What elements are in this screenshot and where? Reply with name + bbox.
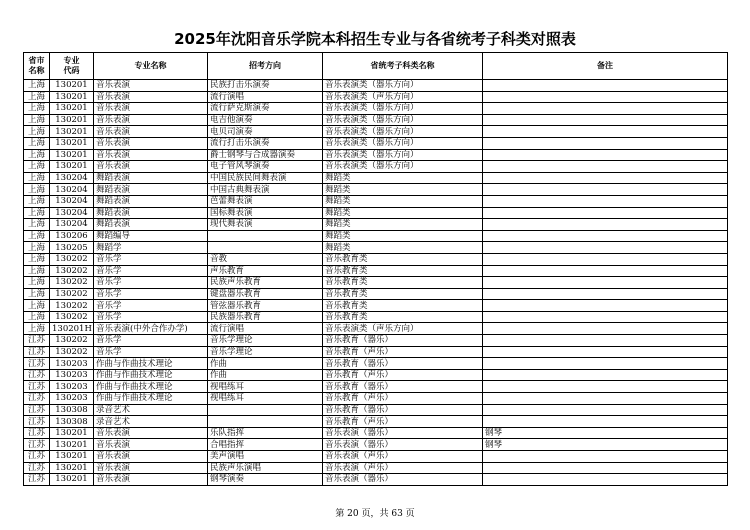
header-category: [323, 53, 483, 80]
cell-province: 江苏: [24, 462, 50, 474]
cell-category: 音乐表演（器乐）: [323, 474, 483, 486]
header-label: 备注: [597, 61, 613, 70]
cell-category: 音乐教育类: [323, 311, 483, 323]
table-row: [24, 393, 728, 405]
cell-direction: 电吉他演奏: [208, 114, 323, 126]
table-row: [24, 265, 728, 277]
cell-province: 江苏: [24, 346, 50, 358]
table-header-row: [24, 53, 728, 80]
cell-category: 音乐教育类: [323, 265, 483, 277]
cell-province: 江苏: [24, 381, 50, 393]
cell-major: 舞蹈编导: [94, 230, 208, 242]
cell-code: 130201: [50, 439, 94, 451]
cell-note: [483, 207, 728, 219]
cell-direction: 民族声乐演唱: [208, 462, 323, 474]
table-row: [24, 230, 728, 242]
cell-code: 130202: [50, 265, 94, 277]
cell-category: 音乐表演类（声乐方向）: [323, 323, 483, 335]
cell-province: 上海: [24, 161, 50, 173]
cell-major: 音乐表演: [94, 126, 208, 138]
cell-direction: 作曲: [208, 358, 323, 370]
mapping-table: [23, 52, 728, 486]
cell-major: 作曲与作曲技术理论: [94, 381, 208, 393]
table-row: [24, 149, 728, 161]
cell-category: 音乐表演类（声乐方向）: [323, 91, 483, 103]
cell-code: 130203: [50, 381, 94, 393]
cell-note: [483, 277, 728, 289]
cell-major: 音乐表演(中外合作办学): [94, 323, 208, 335]
cell-code: 130205: [50, 242, 94, 254]
cell-direction: 乐队指挥: [208, 427, 323, 439]
cell-province: 上海: [24, 277, 50, 289]
cell-note: [483, 404, 728, 416]
cell-note: [483, 230, 728, 242]
table-row: [24, 80, 728, 92]
cell-major: 舞蹈表演: [94, 207, 208, 219]
cell-note: [483, 474, 728, 486]
cell-province: 上海: [24, 80, 50, 92]
cell-direction: 声乐教育: [208, 265, 323, 277]
table-row: [24, 462, 728, 474]
cell-note: [483, 103, 728, 115]
cell-code: 130308: [50, 416, 94, 428]
cell-province: 上海: [24, 288, 50, 300]
cell-province: 江苏: [24, 439, 50, 451]
cell-province: 江苏: [24, 451, 50, 463]
cell-code: 130202: [50, 346, 94, 358]
cell-category: 音乐教育（声乐）: [323, 346, 483, 358]
cell-code: 130203: [50, 369, 94, 381]
cell-major: 作曲与作曲技术理论: [94, 358, 208, 370]
table-row: [24, 91, 728, 103]
table-row: [24, 474, 728, 486]
cell-province: 上海: [24, 265, 50, 277]
cell-province: 上海: [24, 195, 50, 207]
table-row: [24, 172, 728, 184]
cell-direction: 中国古典舞表演: [208, 184, 323, 196]
cell-note: [483, 335, 728, 347]
table-row: [24, 404, 728, 416]
cell-category: 音乐教育（器乐）: [323, 358, 483, 370]
table-row: [24, 126, 728, 138]
cell-note: [483, 462, 728, 474]
header-label: 省统考子科类名称: [370, 61, 435, 70]
cell-major: 音乐表演: [94, 149, 208, 161]
cell-direction: [208, 230, 323, 242]
cell-direction: 现代舞表演: [208, 219, 323, 231]
table-row: [24, 184, 728, 196]
table-row: [24, 103, 728, 115]
table-row: [24, 219, 728, 231]
cell-major: 音乐表演: [94, 80, 208, 92]
cell-major: 录音艺术: [94, 404, 208, 416]
cell-direction: 爵士钢琴与合成器演奏: [208, 149, 323, 161]
cell-category: 音乐表演（器乐）: [323, 427, 483, 439]
cell-major: 作曲与作曲技术理论: [94, 393, 208, 405]
cell-province: 上海: [24, 172, 50, 184]
cell-direction: 民族打击乐演奏: [208, 80, 323, 92]
cell-note: [483, 126, 728, 138]
cell-direction: 音乐学理论: [208, 335, 323, 347]
cell-major: 音乐学: [94, 311, 208, 323]
cell-code: 130201: [50, 114, 94, 126]
cell-major: 音乐表演: [94, 439, 208, 451]
table-row: [24, 207, 728, 219]
cell-note: [483, 369, 728, 381]
cell-province: 上海: [24, 242, 50, 254]
cell-major: 音乐表演: [94, 103, 208, 115]
cell-direction: 音乐学理论: [208, 346, 323, 358]
cell-major: 音乐学: [94, 253, 208, 265]
cell-category: 音乐表演类（器乐方向）: [323, 149, 483, 161]
cell-major: 音乐表演: [94, 462, 208, 474]
cell-category: 音乐教育（器乐）: [323, 335, 483, 347]
cell-direction: 流行演唱: [208, 323, 323, 335]
cell-province: 江苏: [24, 427, 50, 439]
header-code: [50, 53, 94, 80]
cell-category: 音乐表演类（器乐方向）: [323, 80, 483, 92]
cell-note: [483, 195, 728, 207]
cell-category: 音乐教育类: [323, 300, 483, 312]
cell-code: 130203: [50, 358, 94, 370]
cell-note: [483, 149, 728, 161]
header-note: [483, 53, 728, 80]
cell-category: 音乐教育（声乐）: [323, 416, 483, 428]
cell-category: 舞蹈类: [323, 230, 483, 242]
cell-category: 音乐教育（器乐）: [323, 381, 483, 393]
cell-note: [483, 242, 728, 254]
cell-code: 130201: [50, 149, 94, 161]
page-footer: 第 20 页，共 63 页: [335, 509, 415, 519]
cell-direction: 流行演唱: [208, 91, 323, 103]
cell-note: [483, 114, 728, 126]
cell-code: 130204: [50, 207, 94, 219]
cell-direction: 合唱指挥: [208, 439, 323, 451]
cell-note: [483, 311, 728, 323]
cell-category: 音乐表演类（器乐方向）: [323, 126, 483, 138]
cell-direction: [208, 242, 323, 254]
cell-code: 130202: [50, 311, 94, 323]
cell-province: 上海: [24, 137, 50, 149]
table-row: [24, 323, 728, 335]
cell-code: 130204: [50, 184, 94, 196]
cell-code: 130201: [50, 103, 94, 115]
cell-category: 音乐表演类（器乐方向）: [323, 114, 483, 126]
cell-direction: [208, 416, 323, 428]
cell-major: 作曲与作曲技术理论: [94, 369, 208, 381]
table-row: [24, 114, 728, 126]
cell-category: 舞蹈类: [323, 207, 483, 219]
cell-major: 音乐表演: [94, 451, 208, 463]
cell-note: [483, 393, 728, 405]
cell-province: 上海: [24, 311, 50, 323]
cell-direction: 电贝司演奏: [208, 126, 323, 138]
cell-major: 音乐表演: [94, 114, 208, 126]
cell-direction: 电子管风琴演奏: [208, 161, 323, 173]
cell-code: 130203: [50, 393, 94, 405]
cell-major: 音乐表演: [94, 161, 208, 173]
cell-category: 音乐表演（器乐）: [323, 439, 483, 451]
cell-code: 130201: [50, 474, 94, 486]
table-row: [24, 161, 728, 173]
cell-code: 130202: [50, 335, 94, 347]
cell-note: [483, 265, 728, 277]
cell-category: 音乐教育类: [323, 288, 483, 300]
table-row: [24, 311, 728, 323]
table-row: [24, 300, 728, 312]
cell-note: [483, 137, 728, 149]
cell-code: 130206: [50, 230, 94, 242]
table-row: [24, 346, 728, 358]
cell-note: [483, 358, 728, 370]
cell-direction: 民族器乐教育: [208, 311, 323, 323]
table-row: [24, 416, 728, 428]
cell-note: 钢琴: [483, 427, 728, 439]
cell-note: [483, 300, 728, 312]
cell-direction: 流行萨克斯演奏: [208, 103, 323, 115]
cell-category: 舞蹈类: [323, 184, 483, 196]
cell-major: 舞蹈表演: [94, 184, 208, 196]
cell-province: 上海: [24, 184, 50, 196]
table-row: [24, 369, 728, 381]
cell-note: [483, 184, 728, 196]
cell-major: 音乐学: [94, 288, 208, 300]
cell-major: 舞蹈表演: [94, 172, 208, 184]
cell-major: 音乐学: [94, 346, 208, 358]
cell-category: 音乐教育（声乐）: [323, 393, 483, 405]
table-row: [24, 242, 728, 254]
cell-direction: 中国民族民间舞表演: [208, 172, 323, 184]
cell-major: 舞蹈学: [94, 242, 208, 254]
cell-note: [483, 451, 728, 463]
cell-direction: 视唱练耳: [208, 393, 323, 405]
cell-province: 上海: [24, 149, 50, 161]
cell-note: [483, 91, 728, 103]
cell-major: 音乐学: [94, 265, 208, 277]
table-row: [24, 277, 728, 289]
cell-major: 音乐学: [94, 335, 208, 347]
cell-category: 音乐教育（器乐）: [323, 404, 483, 416]
cell-major: 音乐学: [94, 277, 208, 289]
cell-code: 130201H: [50, 323, 94, 335]
header-direction: [208, 53, 323, 80]
cell-province: 上海: [24, 103, 50, 115]
cell-province: 江苏: [24, 474, 50, 486]
cell-province: 上海: [24, 207, 50, 219]
header-province: [24, 53, 50, 80]
cell-major: 音乐表演: [94, 91, 208, 103]
cell-code: 130204: [50, 195, 94, 207]
header-label: 招考方向: [249, 61, 281, 70]
cell-major: 音乐学: [94, 300, 208, 312]
cell-major: 音乐表演: [94, 427, 208, 439]
table-row: [24, 288, 728, 300]
cell-province: 上海: [24, 126, 50, 138]
cell-province: 江苏: [24, 393, 50, 405]
cell-province: 江苏: [24, 335, 50, 347]
cell-direction: 芭蕾舞表演: [208, 195, 323, 207]
cell-code: 130201: [50, 451, 94, 463]
cell-major: 舞蹈表演: [94, 195, 208, 207]
cell-note: [483, 161, 728, 173]
table-row: [24, 381, 728, 393]
cell-direction: 钢琴演奏: [208, 474, 323, 486]
cell-province: 上海: [24, 219, 50, 231]
cell-note: [483, 381, 728, 393]
cell-note: [483, 288, 728, 300]
cell-province: 江苏: [24, 358, 50, 370]
cell-direction: 音教: [208, 253, 323, 265]
table-row: [24, 137, 728, 149]
cell-direction: 美声演唱: [208, 451, 323, 463]
cell-code: 130201: [50, 91, 94, 103]
table-row: [24, 358, 728, 370]
cell-major: 音乐表演: [94, 474, 208, 486]
header-major: [94, 53, 208, 80]
cell-major: 音乐表演: [94, 137, 208, 149]
cell-province: 江苏: [24, 369, 50, 381]
cell-note: [483, 219, 728, 231]
cell-category: 音乐教育类: [323, 253, 483, 265]
cell-code: 130202: [50, 300, 94, 312]
cell-code: 130201: [50, 126, 94, 138]
cell-code: 130201: [50, 161, 94, 173]
cell-code: 130201: [50, 80, 94, 92]
cell-province: 上海: [24, 253, 50, 265]
cell-note: 钢琴: [483, 439, 728, 451]
table-body: [24, 80, 728, 486]
cell-category: 舞蹈类: [323, 242, 483, 254]
cell-code: 130201: [50, 462, 94, 474]
cell-major: 舞蹈表演: [94, 219, 208, 231]
cell-direction: 键盘器乐教育: [208, 288, 323, 300]
cell-direction: [208, 404, 323, 416]
header-label: 省市 名称: [28, 56, 45, 75]
cell-province: 上海: [24, 91, 50, 103]
cell-category: 音乐教育（声乐）: [323, 369, 483, 381]
cell-direction: 国标舞表演: [208, 207, 323, 219]
cell-category: 舞蹈类: [323, 172, 483, 184]
cell-note: [483, 253, 728, 265]
cell-code: 130202: [50, 288, 94, 300]
cell-note: [483, 80, 728, 92]
cell-major: 录音艺术: [94, 416, 208, 428]
cell-note: [483, 172, 728, 184]
table-row: [24, 335, 728, 347]
table-row: [24, 427, 728, 439]
cell-direction: 流行打击乐演奏: [208, 137, 323, 149]
table-row: [24, 439, 728, 451]
cell-province: 上海: [24, 230, 50, 242]
cell-note: [483, 416, 728, 428]
cell-note: [483, 323, 728, 335]
table-row: [24, 195, 728, 207]
cell-province: 上海: [24, 323, 50, 335]
header-label: 专业名称: [134, 61, 167, 70]
cell-note: [483, 346, 728, 358]
cell-category: 音乐表演（声乐）: [323, 451, 483, 463]
cell-category: 音乐表演类（器乐方向）: [323, 161, 483, 173]
cell-category: 音乐表演类（器乐方向）: [323, 137, 483, 149]
cell-code: 130202: [50, 253, 94, 265]
cell-direction: 视唱练耳: [208, 381, 323, 393]
cell-code: 130204: [50, 172, 94, 184]
cell-category: 音乐教育类: [323, 277, 483, 289]
cell-category: 舞蹈类: [323, 219, 483, 231]
cell-code: 130204: [50, 219, 94, 231]
cell-direction: 作曲: [208, 369, 323, 381]
cell-province: 上海: [24, 114, 50, 126]
table-row: [24, 451, 728, 463]
cell-category: 舞蹈类: [323, 195, 483, 207]
cell-code: 130202: [50, 277, 94, 289]
cell-category: 音乐表演类（器乐方向）: [323, 103, 483, 115]
cell-direction: 管弦器乐教育: [208, 300, 323, 312]
cell-province: 江苏: [24, 416, 50, 428]
table-row: [24, 253, 728, 265]
page-title: 2025年沈阳音乐学院本科招生专业与各省统考子科类对照表: [174, 30, 576, 48]
cell-province: 江苏: [24, 404, 50, 416]
cell-category: 音乐表演（声乐）: [323, 462, 483, 474]
cell-code: 130308: [50, 404, 94, 416]
header-label: 专业 代码: [63, 56, 80, 75]
cell-code: 130201: [50, 427, 94, 439]
cell-direction: 民族声乐教育: [208, 277, 323, 289]
cell-code: 130201: [50, 137, 94, 149]
cell-province: 上海: [24, 300, 50, 312]
